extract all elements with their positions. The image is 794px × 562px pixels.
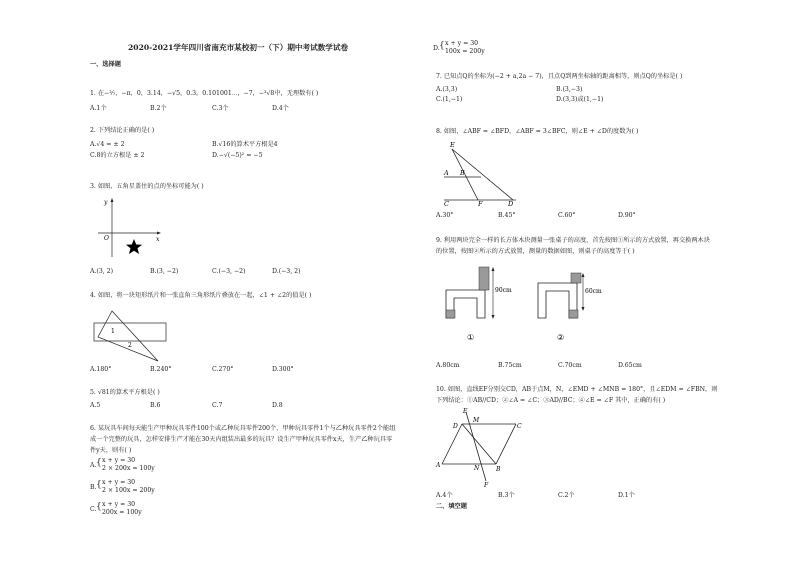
q8-label-c: C bbox=[444, 200, 449, 208]
q9-table-figure bbox=[443, 260, 603, 346]
q6-stem: 6. 某玩具车间每天能生产甲种玩具零件100个或乙种玩具零件200个，甲种玩具零件1个与乙种玩具零件2个能组成一个完整的玩具，怎样安排生产才能在30天内组装出最多的玩具？设生产甲种玩具零件x天，生产乙种玩具零件y天，则有( ) bbox=[90, 425, 396, 454]
q9-caption-2: ② bbox=[557, 333, 565, 342]
q2-option-c: C.8的立方根是 ± 2 bbox=[90, 152, 145, 159]
q4-option-b: B.240° bbox=[150, 366, 172, 373]
q3-y-label: y bbox=[104, 199, 108, 206]
q6-option-a-eq1: x + y = 30 bbox=[102, 457, 136, 464]
q8-option-a: A.30° bbox=[436, 212, 454, 219]
q1-option-b: B.2个 bbox=[150, 105, 167, 112]
section-fill-heading: 二、填空题 bbox=[436, 503, 467, 510]
q6-option-c-label: C. bbox=[90, 506, 97, 513]
q9-option-b: B.75cm bbox=[498, 362, 522, 369]
q8-label-d: D bbox=[508, 200, 514, 208]
q9-measure-90: 90cm bbox=[495, 287, 512, 294]
q6-option-a-label: A. bbox=[90, 462, 97, 469]
q1-stem: 1. 在−²⁄₇，−π，0，3.14，−√5，0.3，0.101001⋯，−7，−³√8中，无理数有( ) bbox=[90, 90, 319, 97]
q4-option-c: C.270° bbox=[212, 366, 234, 373]
q10-label-d: D bbox=[453, 423, 458, 430]
q6-option-c-eq2: 200x = 100y bbox=[102, 509, 142, 516]
q10-label-a: A bbox=[436, 462, 441, 469]
q5-option-a: A.5 bbox=[90, 402, 101, 409]
q8-option-c: C.60° bbox=[558, 212, 576, 219]
q6-option-b-eq2: 2 × 100x = 200y bbox=[102, 487, 155, 494]
q6-option-a-eq2: 2 × 200x = 100y bbox=[102, 465, 155, 472]
q1-option-d: D.4个 bbox=[272, 105, 289, 112]
q10-option-a: A.4个 bbox=[436, 492, 453, 499]
q2-option-d: D.−√(−5)² = −5 bbox=[212, 152, 263, 159]
q6-option-b-brace: { bbox=[96, 480, 102, 490]
q10-figure bbox=[436, 407, 524, 487]
q3-coordinate-figure bbox=[92, 195, 162, 259]
q9-measure-60: 60cm bbox=[585, 288, 602, 295]
q8-label-a: A bbox=[444, 169, 449, 177]
q6-option-d-eq2: 100x = 200y bbox=[445, 48, 485, 55]
q8-stem: 8. 如图，∠ABF = ∠BFD，∠ABF = 3∠BFC，则∠E + ∠D的度数为( ) bbox=[436, 128, 639, 135]
q3-x-label: x bbox=[156, 236, 160, 243]
star-icon bbox=[126, 239, 142, 254]
q7-option-b: B.(3,−3) bbox=[556, 86, 583, 93]
q9-option-d: D.65cm bbox=[618, 362, 642, 369]
q9-caption-1: ① bbox=[467, 333, 475, 342]
q4-angle1-label: 1 bbox=[111, 328, 115, 335]
q6-option-b-eq1: x + y = 30 bbox=[102, 479, 136, 486]
q7-option-c: C.(1,−1) bbox=[436, 96, 463, 103]
q10-stem: 10. 如图，直线EF分别交CD，AB于点M，N，∠EMD + ∠MNB = 180°，且∠EDM = ∠FBN，则下列结论：①AB//CD；②∠A = ∠C；③AD//BC；④∠E = ∠F 其中，正确的有( ) bbox=[436, 386, 718, 404]
q4-option-d: D.300° bbox=[272, 366, 294, 373]
q6-option-b-label: B. bbox=[90, 484, 97, 491]
q3-option-b: B.(3, −2) bbox=[150, 268, 179, 275]
q5-stem: 5. √81的算术平方根是( ) bbox=[90, 389, 160, 396]
q10-label-n: N bbox=[474, 465, 480, 472]
q4-angle2-label: 2 bbox=[128, 342, 132, 349]
q8-figure bbox=[438, 140, 524, 206]
q10-option-b: B.3个 bbox=[498, 492, 515, 499]
q1-option-a: A.1个 bbox=[90, 105, 107, 112]
q6-option-c-eq1: x + y = 30 bbox=[102, 501, 136, 508]
q10-label-b: B bbox=[496, 466, 501, 473]
q10-option-c: C.2个 bbox=[558, 492, 575, 499]
q2-option-b: B.√16的算术平方根是4 bbox=[212, 141, 278, 148]
q8-option-d: D.90° bbox=[618, 212, 636, 219]
q10-option-d: D.1个 bbox=[618, 492, 635, 499]
q7-option-d: D.(3,3)或(1,−1) bbox=[556, 96, 604, 103]
q7-option-a: A.(3,3) bbox=[436, 86, 458, 93]
q10-label-c: C bbox=[517, 423, 522, 430]
q2-option-a: A.√4 = ± 2 bbox=[90, 141, 125, 148]
q3-option-a: A.(3, 2) bbox=[90, 268, 114, 275]
q5-option-d: D.8 bbox=[272, 402, 283, 409]
q10-label-e: E bbox=[463, 408, 468, 415]
q10-label-f: F bbox=[484, 482, 489, 489]
q3-stem: 3. 如图，五角星盖住的点的坐标可能为( ) bbox=[90, 183, 204, 190]
q9-option-c: C.70cm bbox=[558, 362, 582, 369]
q9-stem: 9. 利用两块完全一样的长方体木块测量一张桌子的高度，首先按图①所示的方式放置，再交换两木块的位置，按图②所示的方式放置，测量的数据如图，则桌子的高度等于( ) bbox=[436, 237, 710, 255]
q8-label-e: E bbox=[450, 141, 455, 149]
q7-stem: 7. 已知点Q的坐标为(−2 + a,2a − 7)，且点Q到两坐标轴的距离相等，则点Q的坐标是( ) bbox=[436, 73, 683, 80]
q6-option-d-eq1: x + y = 30 bbox=[445, 40, 479, 47]
section-choice-heading: 一、选择题 bbox=[90, 61, 121, 68]
q6-option-c-brace: { bbox=[96, 502, 102, 512]
q8-label-f: F bbox=[478, 200, 483, 208]
q5-option-c: C.7 bbox=[212, 402, 223, 409]
q4-rectangle-triangle-figure bbox=[90, 303, 170, 363]
q10-label-m: M bbox=[473, 417, 480, 424]
q4-option-a: A.180° bbox=[90, 366, 112, 373]
q3-option-d: D.(−3, 2) bbox=[272, 268, 301, 275]
q6-option-d-brace: { bbox=[439, 41, 445, 51]
q5-option-b: B.6 bbox=[150, 402, 161, 409]
q2-stem: 2. 下列结论正确的是( ) bbox=[90, 127, 155, 134]
paper-title: 2020-2021学年四川省南充市某校初一（下）期中考试数学试卷 bbox=[128, 43, 349, 52]
q8-option-b: B.45° bbox=[498, 212, 516, 219]
q6-option-d-label: D. bbox=[433, 45, 440, 52]
q3-origin-label: O bbox=[104, 235, 109, 242]
q6-option-a-brace: { bbox=[96, 458, 102, 468]
q9-option-a: A.80cm bbox=[436, 362, 460, 369]
q1-option-c: C.3个 bbox=[212, 105, 229, 112]
q8-label-b: B bbox=[460, 169, 465, 177]
q3-option-c: C.(−3, −2) bbox=[212, 268, 246, 275]
q4-stem: 4. 如图，将一块矩形纸片和一张直角三角形纸片叠放在一起，∠1 + ∠2的值是( ) bbox=[90, 292, 312, 299]
